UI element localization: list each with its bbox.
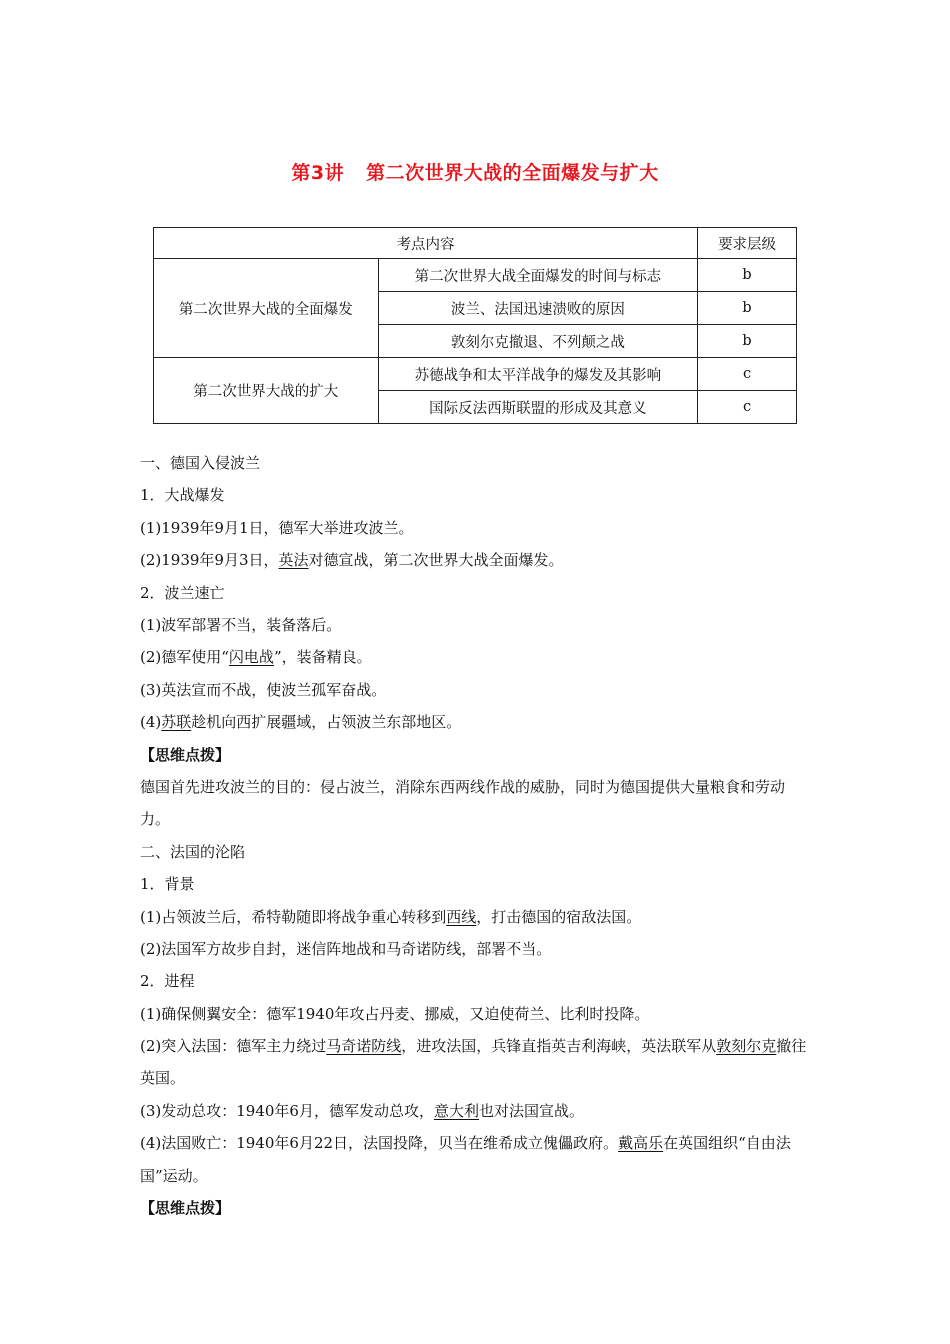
paragraph	[140, 706, 812, 738]
text: (2)德军使用“	[140, 648, 229, 667]
tip-heading: 【思维点拨】	[140, 1199, 231, 1218]
keyword: 苏联	[161, 713, 192, 732]
text: (4)	[140, 713, 162, 732]
tip-heading: 【思维点拨】	[140, 745, 231, 764]
table-row	[154, 358, 797, 391]
subsection-heading: 1．大战爆发	[140, 486, 225, 505]
text: 也对法国宣战。	[478, 1101, 584, 1120]
keyword: 英法	[278, 551, 309, 570]
paragraph	[140, 1030, 812, 1095]
text: (4)法国败亡：1940年6月22日，法国投降，贝当在维希成立傀儡政府。	[140, 1134, 619, 1153]
text: (1)占领波兰后，希特勒随即将战争重心转移到	[140, 907, 447, 926]
text: ，进攻法国，兵锋直指英吉利海峡，英法联军从	[401, 1037, 717, 1056]
row-item: 苏德战争和太平洋战争的爆发及其影响	[378, 358, 698, 391]
lecture-title: 第二次世界大战的全面爆发与扩大	[366, 162, 659, 184]
keyword: 戴高乐	[618, 1134, 664, 1153]
text: (2)突入法国：德军主力绕过	[140, 1037, 327, 1056]
row-item: 波兰、法国迅速溃败的原因	[378, 292, 698, 325]
text: (3)发动总攻：1940年6月，德军发动总攻，	[140, 1101, 434, 1120]
lecture-number: 第3讲	[291, 162, 345, 184]
group-name: 第二次世界大战的扩大	[154, 358, 379, 424]
text: 在英国组织“自由法国”运动。	[140, 1134, 791, 1185]
row-level: b	[698, 259, 797, 292]
paragraph	[140, 544, 812, 576]
text: (2)1939年9月3日，	[140, 551, 279, 570]
paragraph: (3)英法宣而不战，使波兰孤军奋战。	[140, 680, 387, 699]
paragraph	[140, 641, 812, 673]
row-item: 国际反法西斯联盟的形成及其意义	[378, 391, 698, 424]
requirements-table	[153, 227, 797, 424]
text: 撤往英国。	[140, 1037, 807, 1088]
paragraph: (2)法国军方故步自封，迷信阵地战和马奇诺防线，部署不当。	[140, 939, 552, 958]
row-level: b	[698, 292, 797, 325]
header-content: 考点内容	[154, 228, 698, 259]
paragraph	[140, 901, 812, 933]
paragraph: (1)1939年9月1日，德军大举进攻波兰。	[140, 518, 414, 537]
paragraph	[140, 1127, 812, 1192]
subsection-heading: 1．背景	[140, 875, 195, 894]
table-header-row	[154, 228, 797, 259]
row-level: c	[698, 358, 797, 391]
text: 趁机向西扩展疆域，占领波兰东部地区。	[191, 713, 462, 732]
paragraph: (1)波军部署不当，装备落后。	[140, 615, 342, 634]
section-heading: 二、法国的沦陷	[140, 842, 246, 861]
tip-text: 德国首先进攻波兰的目的：侵占波兰，消除东西两线作战的威胁，同时为德国提供大量粮食和劳动力。	[140, 777, 786, 829]
keyword: 闪电战	[228, 648, 274, 667]
subsection-heading: 2．进程	[140, 972, 195, 991]
row-level: b	[698, 325, 797, 358]
keyword: 敦刻尔克	[716, 1037, 777, 1056]
paragraph: (1)确保侧翼安全：德军1940年攻占丹麦、挪威，又迫使荷兰、比利时投降。	[140, 1004, 650, 1023]
text: 对德宣战，第二次世界大战全面爆发。	[308, 551, 564, 570]
paragraph	[140, 1095, 812, 1127]
keyword: 意大利	[433, 1101, 479, 1120]
keyword: 马奇诺防线	[326, 1037, 402, 1056]
header-level: 要求层级	[698, 228, 797, 259]
document-body	[140, 447, 812, 1224]
page-title	[0, 158, 950, 185]
section-heading: 一、德国入侵波兰	[140, 454, 261, 472]
subsection-heading: 2．波兰速亡	[140, 583, 225, 602]
text: ，打击德国的宿敌法国。	[476, 907, 642, 926]
keyword: 西线	[446, 907, 477, 926]
text: ”，装备精良。	[273, 648, 372, 667]
group-name: 第二次世界大战的全面爆发	[154, 259, 379, 358]
row-item: 第二次世界大战全面爆发的时间与标志	[378, 259, 698, 292]
table-row	[154, 259, 797, 292]
row-item: 敦刻尔克撤退、不列颠之战	[378, 325, 698, 358]
row-level: c	[698, 391, 797, 424]
